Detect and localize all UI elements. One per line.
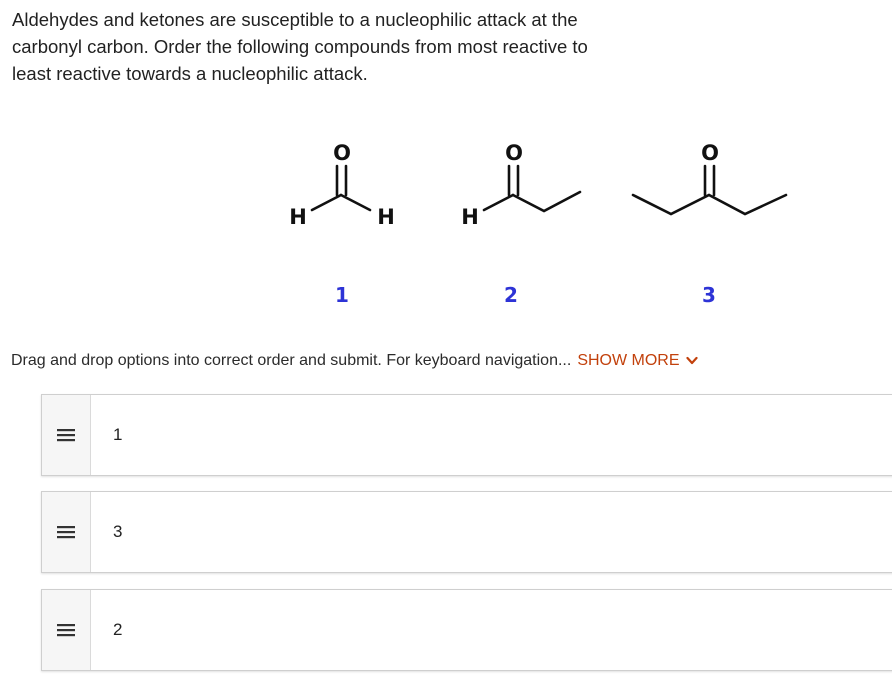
- molecule-2-hydrogen: H: [461, 205, 479, 229]
- molecule-2-oxygen: O: [505, 141, 523, 165]
- molecule-3-number: 3: [702, 283, 716, 307]
- molecule-figure: [0, 130, 892, 320]
- molecule-1-oxygen: O: [333, 141, 351, 165]
- order-option-1[interactable]: [41, 394, 892, 476]
- drag-instructions: [11, 352, 698, 370]
- order-option-3[interactable]: [41, 589, 892, 671]
- order-option-label: 2: [113, 620, 123, 639]
- molecule-1-number: 1: [335, 283, 349, 307]
- molecule-1: [289, 141, 395, 307]
- question-text: Aldehydes and ketones are susceptible to a nucleophilic attack at the carbonyl carbon. Order the following compounds from most reactive to least reactive towards a nucleophilic attack.: [12, 9, 588, 84]
- chevron-down-icon: [686, 352, 698, 370]
- order-option-label: 3: [113, 522, 123, 541]
- molecule-3-oxygen: O: [701, 141, 719, 165]
- molecule-1-hydrogen-right: H: [377, 205, 395, 229]
- molecule-2: [461, 141, 580, 307]
- show-more-link[interactable]: [577, 352, 697, 369]
- drag-handle-icon[interactable]: [42, 590, 91, 670]
- instructions-text: Drag and drop options into correct order and submit. For keyboard navigation...: [11, 352, 572, 370]
- order-option-2[interactable]: [41, 491, 892, 573]
- molecule-3: [633, 141, 786, 307]
- drag-handle-icon[interactable]: [42, 492, 91, 572]
- show-more-label[interactable]: SHOW MORE: [577, 352, 680, 370]
- order-option-label: 1: [113, 425, 123, 444]
- molecule-1-hydrogen-left: H: [289, 205, 307, 229]
- drag-handle-icon[interactable]: [42, 395, 91, 475]
- molecule-2-number: 2: [504, 283, 518, 307]
